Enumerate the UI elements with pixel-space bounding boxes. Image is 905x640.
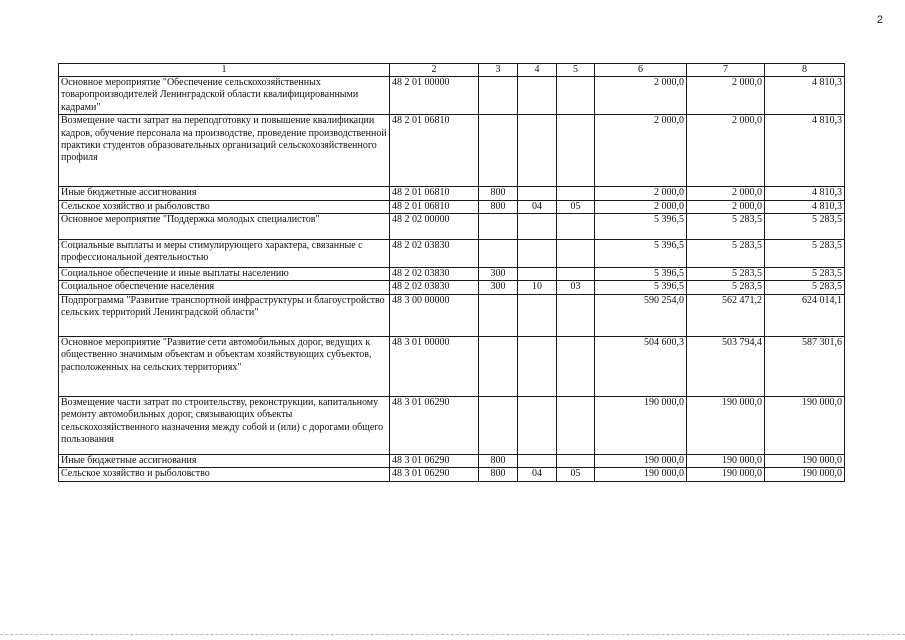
row-section [518,396,557,454]
row-amount-col6: 190 000,0 [595,454,687,467]
budget-table [58,63,845,482]
row-amount-col6: 504 600,3 [595,336,687,396]
header-col-6: 6 [595,64,687,77]
row-target-code: 48 2 02 03830 [390,281,479,294]
row-subsection: 05 [557,200,595,213]
row-name: Возмещение части затрат по строительству, реконструкции, капитальному ремонту автомобильных дорог, связывающих объекты сельскохозяйственного назначения между собой и (или) с дорогами общего пользования [59,396,390,454]
table-row [59,115,845,187]
row-amount-col8: 587 301,6 [765,336,845,396]
row-target-code: 48 3 01 06290 [390,454,479,467]
row-section [518,336,557,396]
row-expense-type: 800 [479,200,518,213]
row-section: 10 [518,281,557,294]
table-header [59,64,845,77]
row-amount-col6: 190 000,0 [595,468,687,481]
row-amount-col6: 5 396,5 [595,240,687,268]
row-name: Социальные выплаты и меры стимулирующего характера, связанные с профессиональной деятельностью [59,240,390,268]
table-row [59,214,845,240]
row-section [518,187,557,200]
row-amount-col8: 190 000,0 [765,396,845,454]
row-section: 04 [518,200,557,213]
row-name: Иные бюджетные ассигнования [59,187,390,200]
row-subsection [557,115,595,187]
table-row [59,200,845,213]
row-expense-type: 800 [479,454,518,467]
row-amount-col7: 5 283,5 [687,240,765,268]
row-target-code: 48 3 01 06290 [390,468,479,481]
row-subsection [557,294,595,336]
row-name: Основное мероприятие "Обеспечение сельскохозяйственных товаропроизводителей Ленинградской области квалифицированными кадрами" [59,77,390,115]
row-amount-col8: 4 810,3 [765,187,845,200]
row-name: Основное мероприятие "Развитие сети автомобильных дорог, ведущих к общественно значимым объектам и объектам хозяйствующих субъектов, расположенных на сельских территориях" [59,336,390,396]
row-expense-type: 300 [479,268,518,281]
row-amount-col7: 190 000,0 [687,468,765,481]
table-row [59,77,845,115]
row-name: Иные бюджетные ассигнования [59,454,390,467]
row-amount-col6: 2 000,0 [595,115,687,187]
row-section [518,454,557,467]
row-section [518,115,557,187]
row-amount-col7: 2 000,0 [687,115,765,187]
row-amount-col7: 5 283,5 [687,214,765,240]
row-amount-col8: 190 000,0 [765,454,845,467]
row-amount-col7: 2 000,0 [687,187,765,200]
row-amount-col6: 2 000,0 [595,200,687,213]
table-row [59,454,845,467]
row-expense-type [479,294,518,336]
row-amount-col6: 5 396,5 [595,281,687,294]
row-subsection [557,77,595,115]
row-amount-col8: 4 810,3 [765,77,845,115]
row-amount-col8: 5 283,5 [765,268,845,281]
row-subsection: 03 [557,281,595,294]
row-subsection: 05 [557,468,595,481]
row-amount-col8: 190 000,0 [765,468,845,481]
row-amount-col7: 190 000,0 [687,396,765,454]
row-name: Основное мероприятие "Поддержка молодых специалистов" [59,214,390,240]
table-row [59,468,845,481]
table-row [59,268,845,281]
header-col-1: 1 [59,64,390,77]
row-target-code: 48 3 01 00000 [390,336,479,396]
row-subsection [557,454,595,467]
row-subsection [557,214,595,240]
row-target-code: 48 2 01 00000 [390,77,479,115]
row-expense-type [479,396,518,454]
row-amount-col7: 5 283,5 [687,281,765,294]
row-amount-col8: 5 283,5 [765,214,845,240]
row-expense-type: 300 [479,281,518,294]
row-subsection [557,396,595,454]
row-target-code: 48 2 02 03830 [390,240,479,268]
row-name: Социальное обеспечение населения [59,281,390,294]
row-target-code: 48 2 02 03830 [390,268,479,281]
row-subsection [557,240,595,268]
row-amount-col7: 5 283,5 [687,268,765,281]
row-amount-col7: 503 794,4 [687,336,765,396]
row-expense-type: 800 [479,187,518,200]
row-amount-col6: 2 000,0 [595,77,687,115]
row-expense-type [479,115,518,187]
page-number: 2 [876,14,883,26]
row-subsection [557,268,595,281]
row-section: 04 [518,468,557,481]
row-amount-col6: 5 396,5 [595,214,687,240]
row-section [518,214,557,240]
table-row [59,336,845,396]
row-section [518,77,557,115]
header-col-8: 8 [765,64,845,77]
table-row [59,294,845,336]
row-target-code: 48 2 01 06810 [390,115,479,187]
row-amount-col7: 2 000,0 [687,200,765,213]
table-row [59,187,845,200]
row-target-code: 48 2 01 06810 [390,200,479,213]
row-amount-col8: 5 283,5 [765,240,845,268]
row-amount-col6: 190 000,0 [595,396,687,454]
row-subsection [557,336,595,396]
header-col-7: 7 [687,64,765,77]
row-amount-col8: 4 810,3 [765,115,845,187]
row-amount-col6: 590 254,0 [595,294,687,336]
scan-edge-line [0,634,905,635]
header-col-2: 2 [390,64,479,77]
table-row [59,396,845,454]
header-col-4: 4 [518,64,557,77]
header-col-5: 5 [557,64,595,77]
row-name: Подпрограмма "Развитие транспортной инфраструктуры и благоустройство сельских территорий Ленинградской области" [59,294,390,336]
table-row [59,240,845,268]
row-name: Социальное обеспечение и иные выплаты населению [59,268,390,281]
row-target-code: 48 3 01 06290 [390,396,479,454]
row-expense-type [479,77,518,115]
row-amount-col7: 190 000,0 [687,454,765,467]
row-section [518,294,557,336]
row-subsection [557,187,595,200]
table-body [59,77,845,482]
row-target-code: 48 2 02 00000 [390,214,479,240]
row-name: Сельское хозяйство и рыболовство [59,200,390,213]
row-name: Сельское хозяйство и рыболовство [59,468,390,481]
header-col-3: 3 [479,64,518,77]
row-expense-type [479,336,518,396]
row-amount-col8: 5 283,5 [765,281,845,294]
row-amount-col7: 2 000,0 [687,77,765,115]
row-expense-type: 800 [479,468,518,481]
row-section [518,240,557,268]
row-expense-type [479,214,518,240]
row-expense-type [479,240,518,268]
row-amount-col8: 4 810,3 [765,200,845,213]
row-target-code: 48 3 00 00000 [390,294,479,336]
row-amount-col8: 624 014,1 [765,294,845,336]
row-target-code: 48 2 01 06810 [390,187,479,200]
row-amount-col7: 562 471,2 [687,294,765,336]
row-amount-col6: 2 000,0 [595,187,687,200]
row-amount-col6: 5 396,5 [595,268,687,281]
row-section [518,268,557,281]
table-row [59,281,845,294]
row-name: Возмещение части затрат на переподготовку и повышение квалификации кадров, обучение персонала на производстве, проведение производственной практики студентов образовательных организаций сельскохозяйственного профиля [59,115,390,187]
header-row [59,64,845,77]
